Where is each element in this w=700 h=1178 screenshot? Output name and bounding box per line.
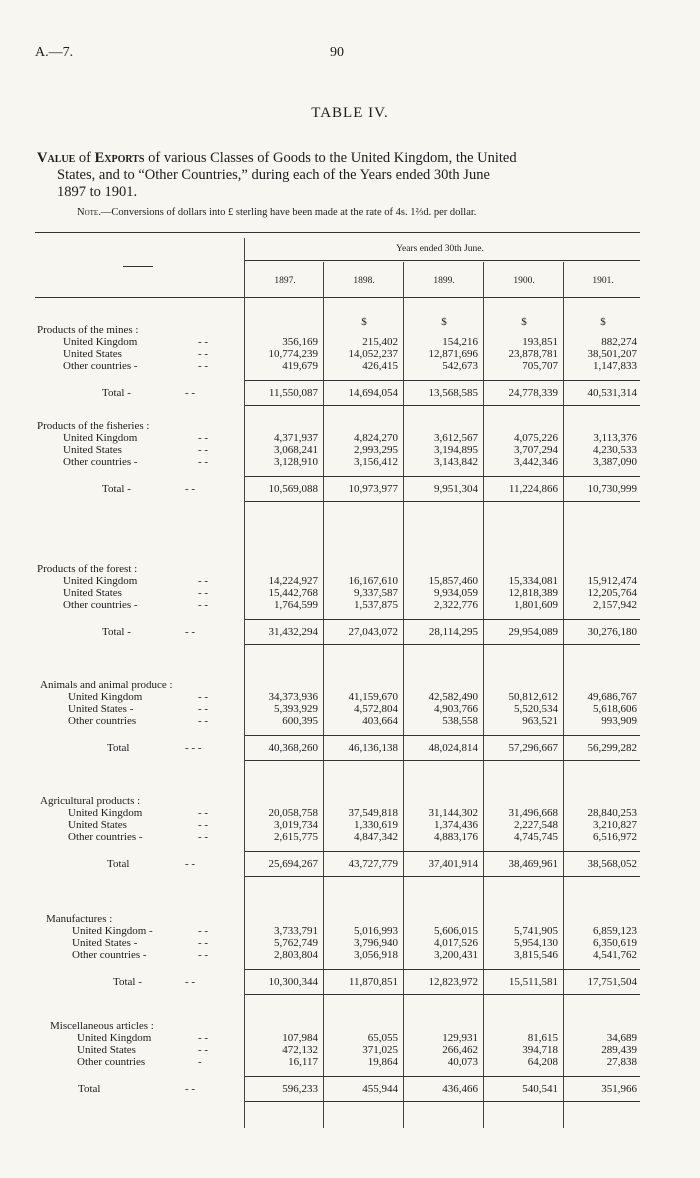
total-cell: 10,730,999 — [587, 483, 637, 495]
total-cell: 57,296,667 — [508, 742, 558, 754]
table-cell: 3,612,567 — [434, 432, 478, 444]
table-cell: 993,909 — [601, 715, 637, 727]
total-cell: 11,224,866 — [508, 483, 558, 495]
note-text: —Conversions of dollars into £ sterling have been made at the rate of 4s. 1⅔d. per dollar. — [100, 207, 477, 218]
table-cell: 4,230,533 — [593, 444, 637, 456]
section-heading: Products of the fisheries : — [37, 420, 150, 432]
total-cell: 30,276,180 — [587, 626, 637, 638]
total-cell: 351,966 — [601, 1083, 637, 1095]
table-cell: 40,073 — [447, 1056, 478, 1068]
currency-mark: $ — [521, 316, 527, 328]
table-cell: 3,387,090 — [593, 456, 637, 468]
section-bottom-rule — [245, 501, 640, 502]
table-cell: 5,520,534 — [514, 703, 558, 715]
row-label: United States — [68, 819, 127, 831]
table-cell: 37,549,818 — [348, 807, 398, 819]
table-cell: 49,686,767 — [587, 691, 637, 703]
year-header-1898: 1898. — [353, 276, 375, 286]
table-cell: 3,056,918 — [354, 949, 398, 961]
table-cell: 3,707,294 — [514, 444, 558, 456]
table-cell: 2,615,775 — [274, 831, 318, 843]
table-cell: 12,871,696 — [428, 348, 478, 360]
years-rule — [245, 260, 640, 261]
table-cell: 3,128,910 — [274, 456, 318, 468]
leader-dots: - - — [198, 807, 209, 819]
total-cell: 14,694,054 — [348, 387, 398, 399]
table-cell: 371,025 — [362, 1044, 398, 1056]
leader-dots: - - — [185, 387, 196, 399]
table-cell: 3,733,791 — [274, 925, 318, 937]
table-cell: 3,068,241 — [274, 444, 318, 456]
total-cell: 13,568,585 — [428, 387, 478, 399]
leader-dots: - - — [198, 937, 209, 949]
table-cell: 65,055 — [367, 1032, 398, 1044]
table-cell: 4,824,270 — [354, 432, 398, 444]
section-bottom-rule — [245, 876, 640, 877]
table-cell: 1,801,609 — [514, 599, 558, 611]
table-cell: 4,572,804 — [354, 703, 398, 715]
table-cell: 28,840,253 — [587, 807, 637, 819]
table-cell: 15,334,081 — [508, 575, 558, 587]
total-label: Total - — [102, 483, 131, 495]
table-cell: 193,851 — [522, 336, 558, 348]
leader-dots: - - — [198, 587, 209, 599]
total-cell: 596,233 — [282, 1083, 318, 1095]
table-cell: 41,159,670 — [348, 691, 398, 703]
table-cell: 3,815,546 — [514, 949, 558, 961]
column-rule — [323, 262, 324, 1128]
section-bottom-rule — [245, 644, 640, 645]
total-cell: 15,511,581 — [508, 976, 558, 988]
table-cell: 154,216 — [442, 336, 478, 348]
table-cell: 5,762,749 — [274, 937, 318, 949]
leader-dots: - - — [198, 336, 209, 348]
conversion-note — [77, 207, 476, 218]
leader-dots: - - — [185, 858, 196, 870]
row-label: United States — [63, 348, 122, 360]
total-cell: 455,944 — [362, 1083, 398, 1095]
years-ended-heading: Years ended 30th June. — [396, 244, 484, 254]
table-cell: 403,664 — [362, 715, 398, 727]
leader-dots: - - — [185, 626, 196, 638]
header-bottom-rule — [35, 297, 640, 298]
total-rule — [245, 851, 640, 852]
table-cell: 6,859,123 — [593, 925, 637, 937]
total-cell: 40,368,260 — [268, 742, 318, 754]
table-cell: 27,838 — [606, 1056, 637, 1068]
leader-dots: - - — [198, 360, 209, 372]
leader-dots: - - — [198, 819, 209, 831]
table-cell: 12,205,764 — [587, 587, 637, 599]
table-cell: 1,764,599 — [274, 599, 318, 611]
table-cell: 20,058,758 — [268, 807, 318, 819]
total-cell: 25,694,267 — [268, 858, 318, 870]
section-heading: Animals and animal produce : — [40, 679, 173, 691]
leader-dots: - - — [198, 691, 209, 703]
table-cell: 5,393,929 — [274, 703, 318, 715]
table-cell: 15,857,460 — [428, 575, 478, 587]
table-cell: 31,144,302 — [428, 807, 478, 819]
table-cell: 5,606,015 — [434, 925, 478, 937]
table-cell: 42,582,490 — [428, 691, 478, 703]
table-cell: 3,113,376 — [593, 432, 637, 444]
caption-line-1: of various Classes of Goods to the United Kingdom, the United — [144, 150, 517, 166]
total-cell: 11,870,851 — [348, 976, 398, 988]
section-bottom-rule — [245, 760, 640, 761]
total-cell: 31,432,294 — [268, 626, 318, 638]
stub-dash — [123, 266, 153, 267]
table-cell: 3,442,346 — [514, 456, 558, 468]
row-label: United Kingdom — [68, 807, 143, 819]
total-label: Total - — [102, 387, 131, 399]
page-number: 90 — [330, 45, 344, 60]
row-label: United States — [77, 1044, 136, 1056]
table-cell: 14,052,237 — [348, 348, 398, 360]
section-bottom-rule — [245, 405, 640, 406]
table-cell: 266,462 — [442, 1044, 478, 1056]
total-cell: 48,024,814 — [428, 742, 478, 754]
caption-of: of — [75, 150, 95, 166]
leader-dots: - - - — [185, 742, 202, 754]
table-cell: 542,673 — [442, 360, 478, 372]
total-cell: 38,568,052 — [587, 858, 637, 870]
total-label: Total — [107, 858, 130, 870]
leader-dots: - - — [198, 348, 209, 360]
table-cell: 289,439 — [601, 1044, 637, 1056]
total-rule — [245, 619, 640, 620]
year-header-1899: 1899. — [433, 276, 455, 286]
row-label: United Kingdom — [77, 1032, 152, 1044]
row-label: United Kingdom — [63, 575, 138, 587]
table-cell: 4,883,176 — [434, 831, 478, 843]
table-cell: 2,993,295 — [354, 444, 398, 456]
table-cell: 6,516,972 — [593, 831, 637, 843]
table-cell: 1,374,436 — [434, 819, 478, 831]
leader-dots: - - — [198, 599, 209, 611]
year-header-1901: 1901. — [592, 276, 614, 286]
table-cell: 4,075,226 — [514, 432, 558, 444]
total-cell: 37,401,914 — [428, 858, 478, 870]
table-cell: 5,741,905 — [514, 925, 558, 937]
leader-dots: - - — [198, 575, 209, 587]
table-cell: 963,521 — [522, 715, 558, 727]
total-rule — [245, 969, 640, 970]
row-label: United Kingdom — [68, 691, 143, 703]
currency-mark: $ — [361, 316, 367, 328]
section-heading: Miscellaneous articles : — [50, 1020, 154, 1032]
section-heading: Products of the forest : — [37, 563, 138, 575]
table-cell: 6,350,619 — [593, 937, 637, 949]
total-label: Total - — [102, 626, 131, 638]
currency-mark: $ — [600, 316, 606, 328]
leader-dots: - - — [198, 1044, 209, 1056]
table-cell: 882,274 — [601, 336, 637, 348]
total-rule — [245, 476, 640, 477]
leader-dots: - - — [185, 976, 196, 988]
row-label: Other countries - — [63, 599, 138, 611]
section-heading: Manufactures : — [46, 913, 113, 925]
total-cell: 28,114,295 — [428, 626, 478, 638]
table-cell: 107,984 — [282, 1032, 318, 1044]
total-cell: 12,823,972 — [428, 976, 478, 988]
table-cell: 38,501,207 — [587, 348, 637, 360]
table-title: TABLE IV. — [311, 105, 389, 121]
table-cell: 2,322,776 — [434, 599, 478, 611]
total-cell: 10,300,344 — [268, 976, 318, 988]
table-cell: 14,224,927 — [268, 575, 318, 587]
table-cell: 5,618,606 — [593, 703, 637, 715]
table-cell: 1,330,619 — [354, 819, 398, 831]
table-cell: 19,864 — [367, 1056, 398, 1068]
table-cell: 81,615 — [527, 1032, 558, 1044]
table-cell: 215,402 — [362, 336, 398, 348]
total-label: Total — [78, 1083, 101, 1095]
total-cell: 9,951,304 — [434, 483, 478, 495]
table-cell: 419,679 — [282, 360, 318, 372]
table-cell: 16,117 — [288, 1056, 318, 1068]
table-cell: 4,017,526 — [434, 937, 478, 949]
table-cell: 129,931 — [442, 1032, 478, 1044]
leader-dots: - — [198, 1056, 202, 1068]
total-cell: 40,531,314 — [587, 387, 637, 399]
total-cell: 27,043,072 — [348, 626, 398, 638]
table-cell: 3,210,827 — [593, 819, 637, 831]
total-cell: 46,136,138 — [348, 742, 398, 754]
total-cell: 17,751,504 — [587, 976, 637, 988]
section-heading: Agricultural products : — [40, 795, 141, 807]
row-label: United Kingdom — [63, 432, 138, 444]
table-cell: 3,019,734 — [274, 819, 318, 831]
leader-dots: - - — [198, 715, 209, 727]
year-header-1897: 1897. — [274, 276, 296, 286]
total-cell: 24,778,339 — [508, 387, 558, 399]
leader-dots: - - — [198, 703, 209, 715]
table-cell: 600,395 — [282, 715, 318, 727]
caption-value-word: Value — [37, 150, 76, 166]
table-cell: 4,541,762 — [593, 949, 637, 961]
table-cell: 16,167,610 — [348, 575, 398, 587]
total-cell: 56,299,282 — [587, 742, 637, 754]
table-cell: 394,718 — [522, 1044, 558, 1056]
table-caption — [37, 150, 647, 201]
total-cell: 11,550,087 — [268, 387, 318, 399]
table-cell: 9,337,587 — [354, 587, 398, 599]
total-rule — [245, 380, 640, 381]
row-label: Other countries — [68, 715, 137, 727]
section-heading: Products of the mines : — [37, 324, 139, 336]
table-cell: 705,707 — [522, 360, 558, 372]
table-cell: 5,954,130 — [514, 937, 558, 949]
table-top-rule — [35, 232, 640, 233]
table-cell: 1,147,833 — [593, 360, 637, 372]
table-cell: 34,373,936 — [268, 691, 318, 703]
row-label: United Kingdom — [63, 336, 138, 348]
leader-dots: - - — [198, 925, 209, 937]
row-label: Other countries - — [72, 949, 147, 961]
table-cell: 34,689 — [606, 1032, 637, 1044]
total-label: Total - — [113, 976, 142, 988]
table-cell: 4,847,342 — [354, 831, 398, 843]
leader-dots: - - — [198, 1032, 209, 1044]
row-label: Other countries - — [63, 360, 138, 372]
table-cell: 50,812,612 — [508, 691, 558, 703]
section-bottom-rule — [245, 1101, 640, 1102]
caption-exports-word: Exports — [94, 150, 145, 166]
table-cell: 472,132 — [282, 1044, 318, 1056]
table-cell: 23,878,781 — [508, 348, 558, 360]
leader-dots: - - — [198, 949, 209, 961]
leader-dots: - - — [198, 456, 209, 468]
table-cell: 12,818,389 — [508, 587, 558, 599]
total-cell: 436,466 — [442, 1083, 478, 1095]
total-cell: 29,954,089 — [508, 626, 558, 638]
row-label: United States - — [68, 703, 134, 715]
table-cell: 3,194,895 — [434, 444, 478, 456]
leader-dots: - - — [185, 1083, 196, 1095]
table-cell: 15,442,768 — [268, 587, 318, 599]
total-label: Total — [107, 742, 130, 754]
row-label: United States - — [72, 937, 138, 949]
row-label: Other countries - — [63, 456, 138, 468]
table-cell: 5,016,993 — [354, 925, 398, 937]
row-label: Other countries — [77, 1056, 146, 1068]
currency-mark: $ — [441, 316, 447, 328]
table-cell: 4,745,745 — [514, 831, 558, 843]
table-cell: 2,157,942 — [593, 599, 637, 611]
table-cell: 1,537,875 — [354, 599, 398, 611]
table-cell: 3,156,412 — [354, 456, 398, 468]
row-label: United States — [63, 587, 122, 599]
table-cell: 3,796,940 — [354, 937, 398, 949]
table-cell: 4,371,937 — [274, 432, 318, 444]
table-cell: 2,803,804 — [274, 949, 318, 961]
table-cell: 9,934,059 — [434, 587, 478, 599]
caption-line-2: States, and to “Other Countries,” during each of the Years ended 30th June — [57, 167, 490, 183]
column-rule — [563, 262, 564, 1128]
table-cell: 356,169 — [282, 336, 318, 348]
row-label: United States — [63, 444, 122, 456]
total-cell: 10,569,088 — [268, 483, 318, 495]
leader-dots: - - — [198, 444, 209, 456]
table-cell: 10,774,239 — [268, 348, 318, 360]
row-label: United Kingdom - — [72, 925, 153, 937]
total-cell: 43,727,779 — [348, 858, 398, 870]
row-label: Other countries - — [68, 831, 143, 843]
leader-dots: - - — [198, 432, 209, 444]
table-cell: 2,227,548 — [514, 819, 558, 831]
section-bottom-rule — [245, 994, 640, 995]
total-cell: 38,469,961 — [508, 858, 558, 870]
year-header-1900: 1900. — [513, 276, 535, 286]
table-cell: 3,143,842 — [434, 456, 478, 468]
column-rule — [403, 262, 404, 1128]
table-cell: 15,912,474 — [587, 575, 637, 587]
leader-dots: - - — [198, 831, 209, 843]
table-cell: 426,415 — [362, 360, 398, 372]
column-rule — [483, 262, 484, 1128]
total-cell: 540,541 — [522, 1083, 558, 1095]
total-rule — [245, 1076, 640, 1077]
total-rule — [245, 735, 640, 736]
table-cell: 538,558 — [442, 715, 478, 727]
total-cell: 10,973,977 — [348, 483, 398, 495]
table-cell: 64,208 — [527, 1056, 558, 1068]
page-reference: A.—7. — [35, 45, 74, 60]
caption-line-3: 1897 to 1901. — [57, 184, 138, 200]
leader-dots: - - — [185, 483, 196, 495]
note-label: Note. — [77, 207, 101, 218]
table-cell: 4,903,766 — [434, 703, 478, 715]
table-cell: 3,200,431 — [434, 949, 478, 961]
table-cell: 31,496,668 — [508, 807, 558, 819]
